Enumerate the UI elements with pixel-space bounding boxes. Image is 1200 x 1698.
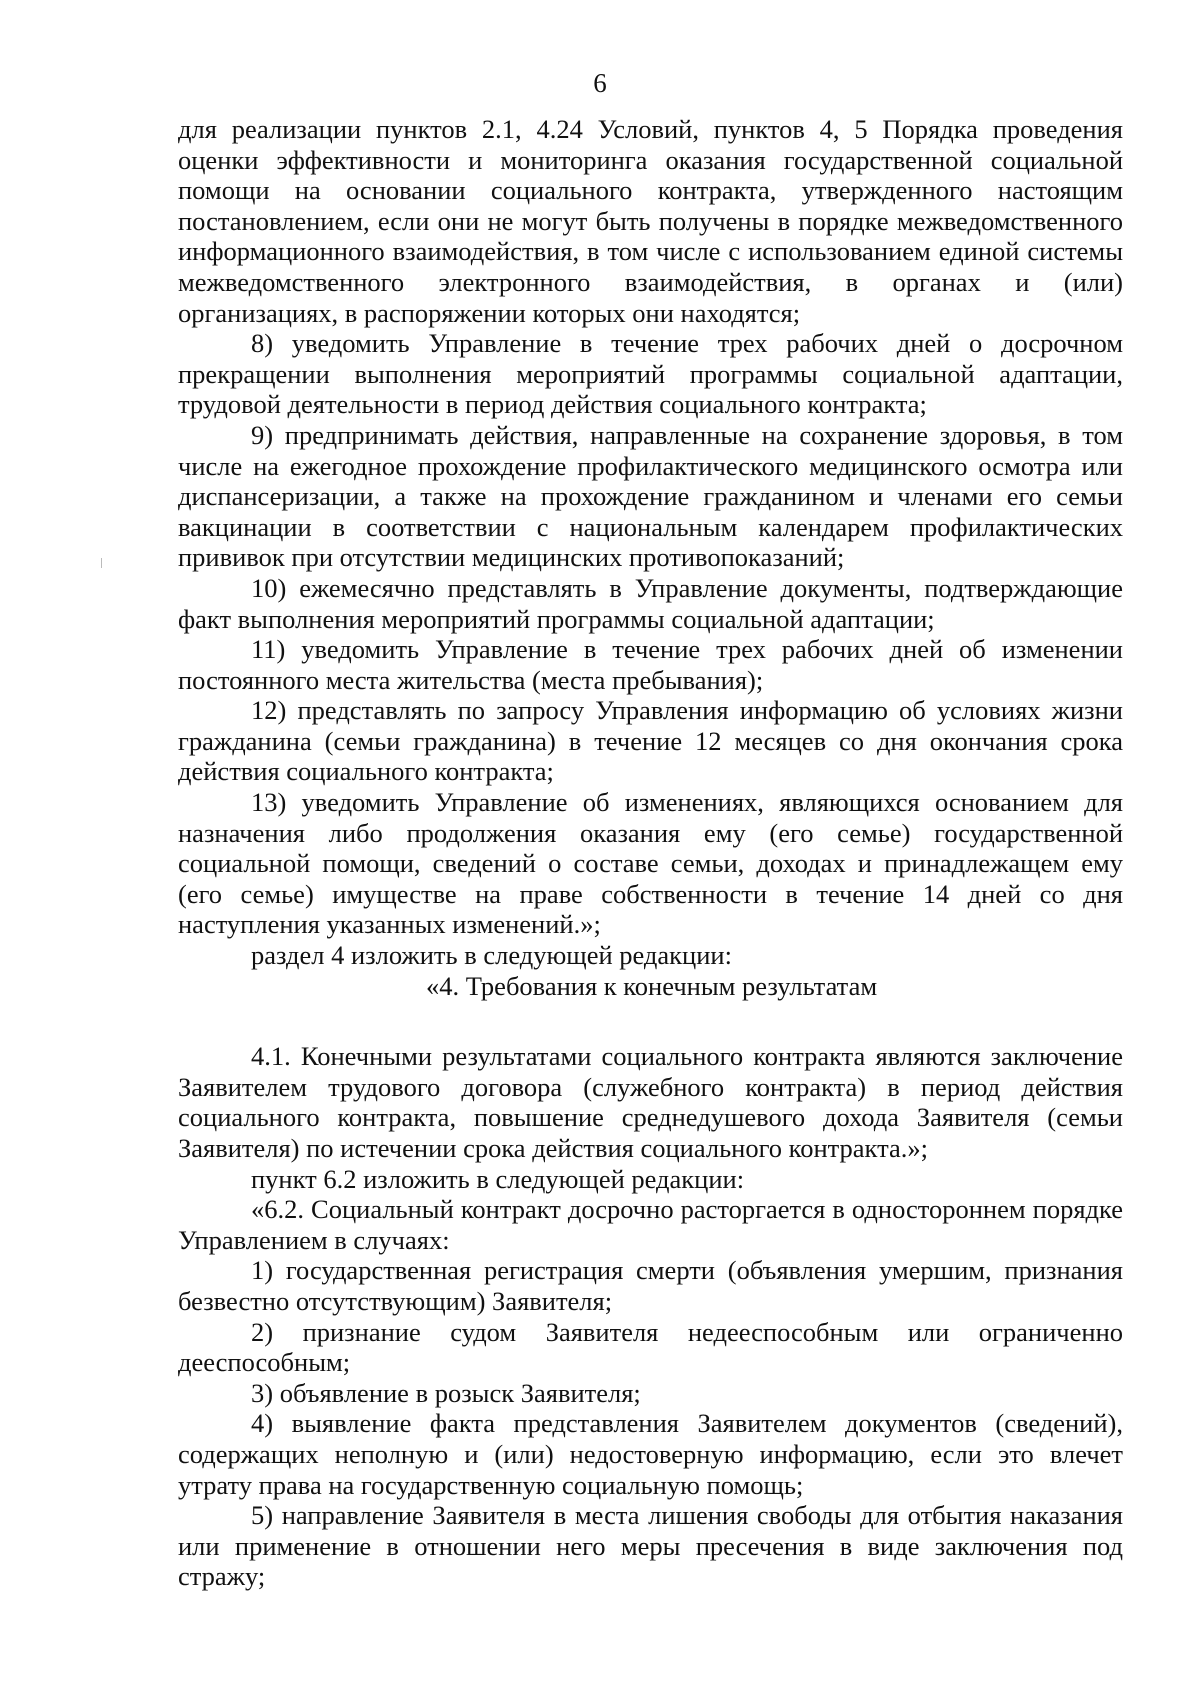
list-item-12: 12) представлять по запросу Управления информацию об условиях жизни гражданина (семьи гражданина) в течение 12 месяцев со дня окончания срока действия социального контракта; bbox=[178, 695, 1123, 787]
case-item-4: 4) выявление факта представления Заявителем документов (сведений), содержащих неполную и (или) недостоверную информацию, если это влечет утрату права на государственную социальную помощь; bbox=[178, 1408, 1123, 1500]
list-item-11: 11) уведомить Управление в течение трех рабочих дней об изменении постоянного места жительства (места пребывания); bbox=[178, 634, 1123, 695]
document-body bbox=[178, 114, 1123, 1592]
list-item-9: 9) предпринимать действия, направленные на сохранение здоровья, в том числе на ежегодное прохождение профилактического медицинского осмотра или диспансеризации, а также на прохождение гражданином и членами его семьи вакцинации в соответствии с национальным календарем профилактических прививок при отсутствии медицинских противопоказаний; bbox=[178, 419, 1123, 573]
scan-mark bbox=[101, 558, 102, 568]
list-item-8: 8) уведомить Управление в течение трех рабочих дней о досрочном прекращении выполнения мероприятий программы социальной адаптации, трудовой деятельности в период действия социального контракта; bbox=[178, 328, 1123, 420]
list-item-13: 13) уведомить Управление об изменениях, являющихся основанием для назначения либо продолжения оказания ему (его семье) государственной социальной помощи, сведений о составе семьи, доходах и принадлежащем ему (его семье) имуществе на праве собственности в течение 14 дней со дня наступления указанных изменений.»; bbox=[178, 787, 1123, 940]
section-heading: «4. Требования к конечным результатам bbox=[426, 970, 878, 1001]
clause-6-2: «6.2. Социальный контракт досрочно расторгается в одностороннем порядке Управлением в случаях: bbox=[178, 1194, 1123, 1255]
paragraph-continuation: для реализации пунктов 2.1, 4.24 Условий, пунктов 4, 5 Порядка проведения оценки эффективности и мониторинга оказания государственной социальной помощи на основании социального контракта, утвержденного настоящим постановлением, если они не могут быть получены в порядке межведомственного информационного взаимодействия, в том числе с использованием единой системы межведомственного электронного взаимодействия, в органах и (или) организациях, в распоряжении которых они находятся; bbox=[178, 114, 1123, 328]
clause-4-1: 4.1. Конечными результатами социального контракта являются заключение Заявителем трудового договора (служебного контракта) в период действия социального контракта, повышение среднедушевого дохода Заявителя (семьи Заявителя) по истечении срока действия социального контракта.»; bbox=[178, 1041, 1123, 1163]
case-item-2: 2) признание судом Заявителя недееспособным или ограниченно дееспособным; bbox=[178, 1316, 1123, 1378]
instruction-clause-6-2: пункт 6.2 изложить в следующей редакции: bbox=[251, 1163, 745, 1194]
case-item-3: 3) объявление в розыск Заявителя; bbox=[251, 1377, 641, 1408]
instruction-section-4: раздел 4 изложить в следующей редакции: bbox=[251, 940, 732, 971]
case-item-1: 1) государственная регистрация смерти (объявления умершим, признания безвестно отсутствующим) Заявителя; bbox=[178, 1255, 1123, 1316]
page-number: 6 bbox=[593, 68, 607, 98]
list-item-10: 10) ежемесячно представлять в Управление документы, подтверждающие факт выполнения мероприятий программы социальной адаптации; bbox=[178, 572, 1123, 634]
case-item-5: 5) направление Заявителя в места лишения свободы для отбытия наказания или применение в отношении него меры пресечения в виде заключения под стражу; bbox=[178, 1500, 1123, 1592]
section-gap bbox=[178, 1001, 1123, 1041]
